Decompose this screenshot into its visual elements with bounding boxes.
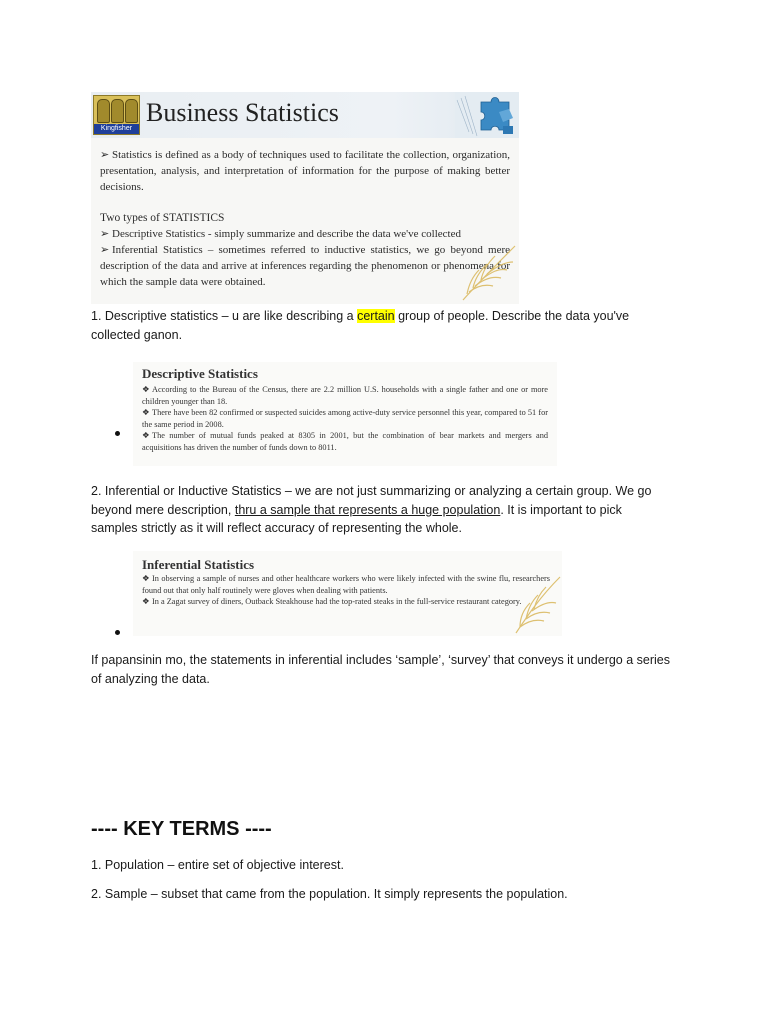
diamond-bullet-icon: ❖ — [142, 385, 150, 394]
arrow-bullet-icon: ➢ — [100, 149, 110, 161]
descriptive-item — [142, 407, 548, 430]
arrow-bullet-icon: ➢ — [100, 244, 110, 256]
para1-highlighted-word: certain — [357, 309, 395, 323]
descriptive-statistics-slide-image — [133, 362, 557, 466]
inferential-statistics-slide-image — [133, 551, 562, 636]
descriptive-item-text: According to the Bureau of the Census, there are 2.2 million U.S. households with a single father and one or more children younger than 18. — [142, 385, 548, 406]
feather-decoration-icon — [459, 242, 519, 304]
list-bullet-dot — [115, 431, 120, 436]
para1-text-start: 1. Descriptive statistics – u are like describing a — [91, 309, 358, 323]
inferential-item — [142, 596, 550, 608]
diamond-bullet-icon: ❖ — [142, 574, 150, 583]
slide1-subheading: Two types of STATISTICS — [100, 212, 225, 224]
key-term-sample: 2. Sample – subset that came from the population. It simply represents the population. — [91, 887, 568, 901]
business-statistics-slide-image — [91, 92, 519, 304]
para2-text-start: 2. Inferential or Inductive Statistics – we are not just summarizing or analyzing a certain group. We go beyond mere description, — [91, 484, 652, 517]
descriptive-item-text: The number of mutual funds peaked at 8305 in 2001, but the combination of bear markets and mergers and acquisitions has driven the number of funds down to 8011. — [142, 431, 548, 452]
slide1-bullet-descriptive — [100, 226, 510, 242]
diamond-bullet-icon: ❖ — [142, 408, 150, 417]
descriptive-slide-heading: Descriptive Statistics — [142, 366, 258, 381]
list-bullet-dot — [115, 630, 120, 635]
inferential-slide-heading: Inferential Statistics — [142, 557, 255, 572]
descriptive-item — [142, 384, 548, 407]
inferential-item-text: In a Zagat survey of diners, Outback Steakhouse had the top-rated steaks in the full-service restaurant category. — [152, 597, 522, 606]
diamond-bullet-icon: ❖ — [142, 597, 150, 606]
inferential-item — [142, 573, 550, 596]
slide1-bullet2-text: Descriptive Statistics - simply summarize and describe the data we've collected — [112, 228, 461, 240]
slide-header-band — [91, 92, 519, 138]
diamond-bullet-icon: ❖ — [142, 431, 150, 440]
logo-brand-text: Kingfisher — [94, 124, 139, 134]
paragraph-descriptive — [91, 307, 671, 344]
descriptive-item-text: There have been 82 confirmed or suspected suicides among active-duty service personnel this year, compared to 51 for the same period in 2008. — [142, 408, 548, 429]
puzzle-pieces-icon — [455, 92, 519, 138]
logo-panel-right — [125, 99, 138, 123]
kingfisher-logo — [93, 95, 140, 135]
arrow-bullet-icon: ➢ — [100, 228, 110, 240]
feather-decoration-icon — [512, 573, 562, 635]
slide1-bullet3-text: Inferential Statistics – sometimes referred to inductive statistics, we go beyond mere description of the data and arrive at inferences regarding the phenomenon or phenomena for which the sample data were obtained. — [100, 244, 510, 288]
key-term-population: 1. Population – entire set of objective interest. — [91, 858, 344, 872]
logo-panel-left — [97, 99, 110, 123]
inferential-slide-list — [142, 573, 550, 608]
slide-title: Business Statistics — [146, 98, 339, 127]
slide1-bullet1-text: Statistics is defined as a body of techniques used to facilitate the collection, organization, presentation, analysis, and interpretation of information for the purpose of making better decisions. — [100, 149, 510, 193]
para2-underlined-phrase: thru a sample that represents a huge population — [234, 502, 501, 517]
para2-text-end: . It is important to pick samples strictly as it will reflect accuracy of representing the whole. — [91, 502, 622, 535]
logo-panel-middle — [111, 99, 124, 123]
descriptive-slide-list — [142, 384, 548, 453]
paragraph-inferential — [91, 482, 671, 538]
descriptive-item — [142, 430, 548, 453]
slide1-bullet-inferential — [100, 242, 510, 290]
key-terms-heading: ---- KEY TERMS ---- — [91, 818, 272, 840]
inferential-item-text: In observing a sample of nurses and other healthcare workers who were likely infected with the swine flu, researchers found out that only half routinely were gloves when dealing with patients. — [142, 574, 550, 595]
paragraph-observation: If papansinin mo, the statements in inferential includes ‘sample’, ‘survey’ that conveys it undergo a series of analyzing the data. — [91, 653, 671, 686]
slide1-body — [100, 147, 510, 290]
para1-text-end: group of people. Describe the data you've collected ganon. — [91, 309, 630, 342]
slide1-bullet-definition — [100, 147, 510, 195]
